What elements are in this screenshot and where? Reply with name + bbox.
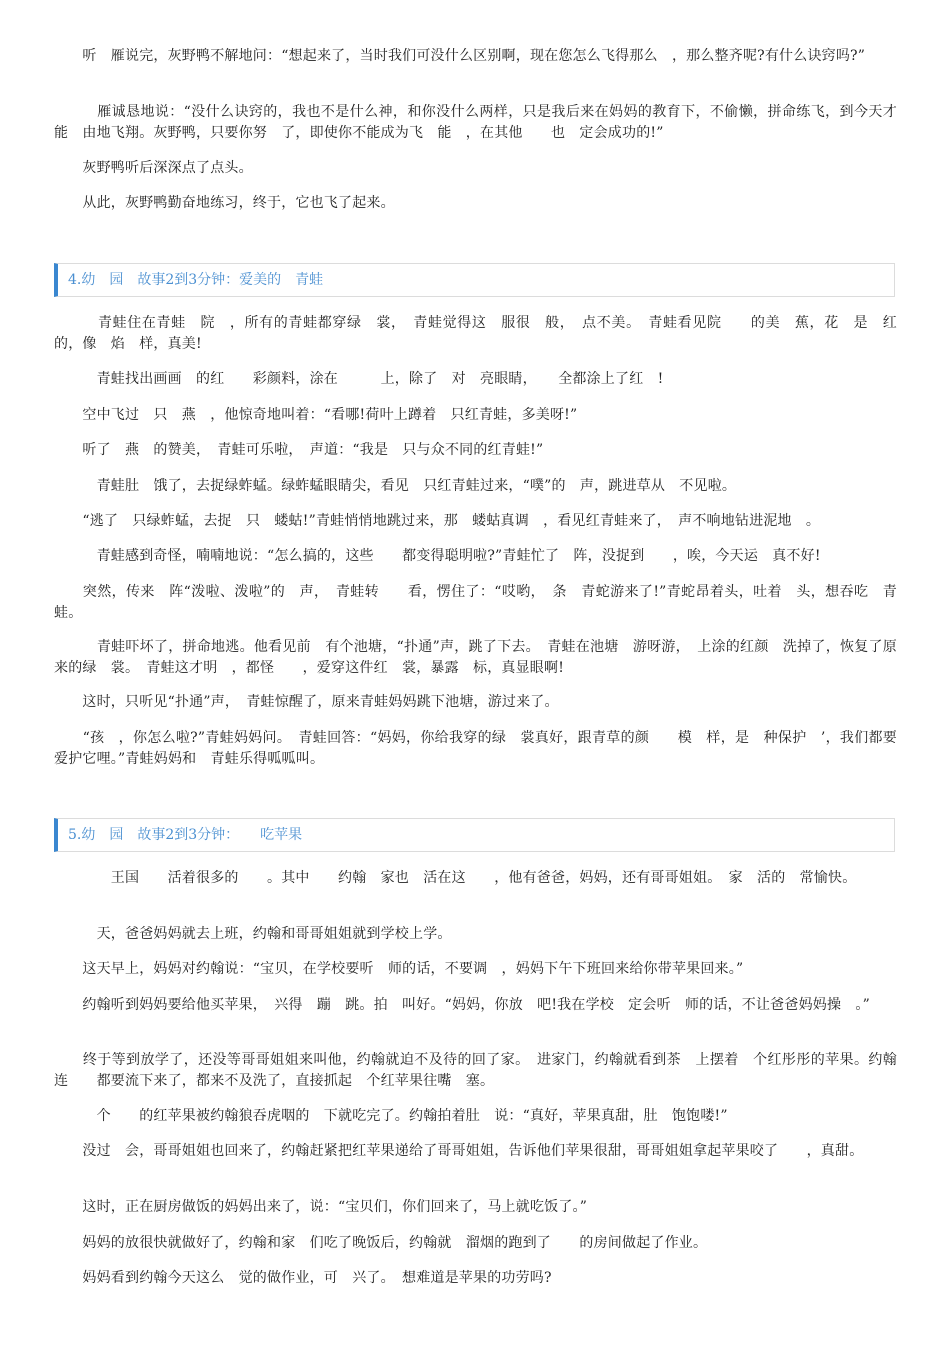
story-paragraph: 这时，正在厨房做饭的妈妈出来了，说：“宝贝们，你们回来了，马上就吃饭了。”: [54, 1199, 588, 1215]
story-paragraph: 灰野鸭听后深深点了点头。: [54, 160, 253, 176]
story-paragraph: 雁诚恳地说：“没什么诀窍的，我也不是什么神，和你没什么两样，只是我后来在妈妈的教育下，不偷懒，拼命练飞，到今天才能 由地飞翔。灰野鸭，只要你努 了，即使你不能成为飞 能 ，在其他 也 定会成功的!”: [54, 104, 897, 141]
story-paragraph: 青蛙感到奇怪，喃喃地说：“怎么搞的，这些 都变得聪明啦?”青蛙忙了 阵，没捉到 ，唉，今天运 真不好!: [54, 548, 821, 564]
story-paragraph: 听 雁说完，灰野鸭不解地问：“想起来了，当时我们可没什么区别啊，现在您怎么飞得那么 ，那么整齐呢?有什么诀窍吗?”: [54, 48, 866, 64]
section-heading-frog-story: 4.幼 园 故事2到3分钟：爱美的 青蛙: [54, 263, 895, 297]
story-paragraph: 王国 活着很多的 。其中 约翰 家也 活在这 ，他有爸爸，妈妈，还有哥哥姐姐。 家 活的 常愉快。: [54, 870, 857, 886]
story-paragraph: 约翰听到妈妈要给他买苹果， 兴得 蹦 跳。拍 叫好。“妈妈，你放 吧!我在学校 定会听 师的话，不让爸爸妈妈操 。”: [54, 997, 870, 1013]
story-paragraph: 空中飞过 只 燕 ，他惊奇地叫着：“看哪!荷叶上蹲着 只红青蛙，多美呀!”: [54, 407, 578, 423]
section-heading-apple-story: 5.幼 园 故事2到3分钟： 吃苹果: [54, 818, 895, 852]
story-paragraph: 这天早上，妈妈对约翰说：“宝贝，在学校要听 师的话，不要调 ，妈妈下午下班回来给你带苹果回来。”: [54, 961, 744, 977]
story-paragraph: “逃了 只绿蚱蜢，去捉 只 蝼蛄!”青蛙悄悄地跳过来，那 蝼蛄真调 ，看见红青蛙来了， 声不响地钻进泥地 。: [54, 513, 821, 529]
story-paragraph: 从此，灰野鸭勤奋地练习，终于，它也飞了起来。: [54, 195, 395, 211]
story-paragraph: 个 的红苹果被约翰狼吞虎咽的 下就吃完了。约翰拍着肚 说：“真好，苹果真甜，肚 饱饱喽!”: [54, 1108, 728, 1124]
story-paragraph: 妈妈的放很快就做好了，约翰和家 们吃了晚饭后，约翰就 溜烟的跑到了 的房间做起了作业。: [54, 1235, 708, 1251]
story-paragraph: 青蛙住在青蛙 院 ，所有的青蛙都穿绿 裳， 青蛙觉得这 服很 般， 点不美。 青蛙看见院 的美 蕉，花 是 红的，像 焰 样，真美!: [54, 315, 897, 352]
story-paragraph: 没过 会，哥哥姐姐也回来了，约翰赶紧把红苹果递给了哥哥姐姐，告诉他们苹果很甜，哥哥姐姐拿起苹果咬了 ，真甜。: [54, 1143, 864, 1159]
story-paragraph: 突然，传来 阵“泼啦、泼啦”的 声， 青蛙转 看，愣住了：“哎哟， 条 青蛇游来了!”青蛇昂着头，吐着 头，想吞吃 青蛙。: [54, 584, 897, 621]
story-paragraph: 青蛙吓坏了，拼命地逃。他看见前 有个池塘，“扑通”声，跳了下去。 青蛙在池塘 游呀游， 上涂的红颜 洗掉了，恢复了原来的绿 裳。 青蛙这才明 ，都怪 ，爱穿这件红 裳，暴露 标，真显眼啊!: [54, 639, 897, 676]
story-paragraph: 终于等到放学了，还没等哥哥姐姐来叫他，约翰就迫不及待的回了家。 进家门，约翰就看到茶 上摆着 个红彤彤的苹果。约翰连 都要流下来了，都来不及洗了，直接抓起 个红苹果往嘴 塞。: [54, 1052, 897, 1089]
story-paragraph: “孩 ，你怎么啦?”青蛙妈妈问。 青蛙回答：“妈妈，你给我穿的绿 裳真好，跟青草的颜 模 样，是 种保护 ’，我们都要爱护它哩。”青蛙妈妈和 青蛙乐得呱呱叫。: [54, 730, 897, 767]
story-paragraph: 这时，只听见“扑通”声， 青蛙惊醒了，原来青蛙妈妈跳下池塘，游过来了。: [54, 694, 559, 710]
story-paragraph: 妈妈看到约翰今天这么 觉的做作业，可 兴了。 想难道是苹果的功劳吗?: [54, 1270, 552, 1286]
story-paragraph: 听了 燕 的赞美， 青蛙可乐啦， 声道：“我是 只与众不同的红青蛙!”: [54, 442, 544, 458]
story-paragraph: 青蛙肚 饿了，去捉绿蚱蜢。绿蚱蜢眼睛尖，看见 只红青蛙过来，“噗”的 声，跳进草从 不见啦。: [54, 478, 737, 494]
story-paragraph: 青蛙找出画画 的红 彩颜料，涂在 上，除了 对 亮眼睛， 全都涂上了红 !: [54, 371, 664, 387]
story-paragraph: 天，爸爸妈妈就去上班，约翰和哥哥姐姐就到学校上学。: [54, 926, 452, 942]
